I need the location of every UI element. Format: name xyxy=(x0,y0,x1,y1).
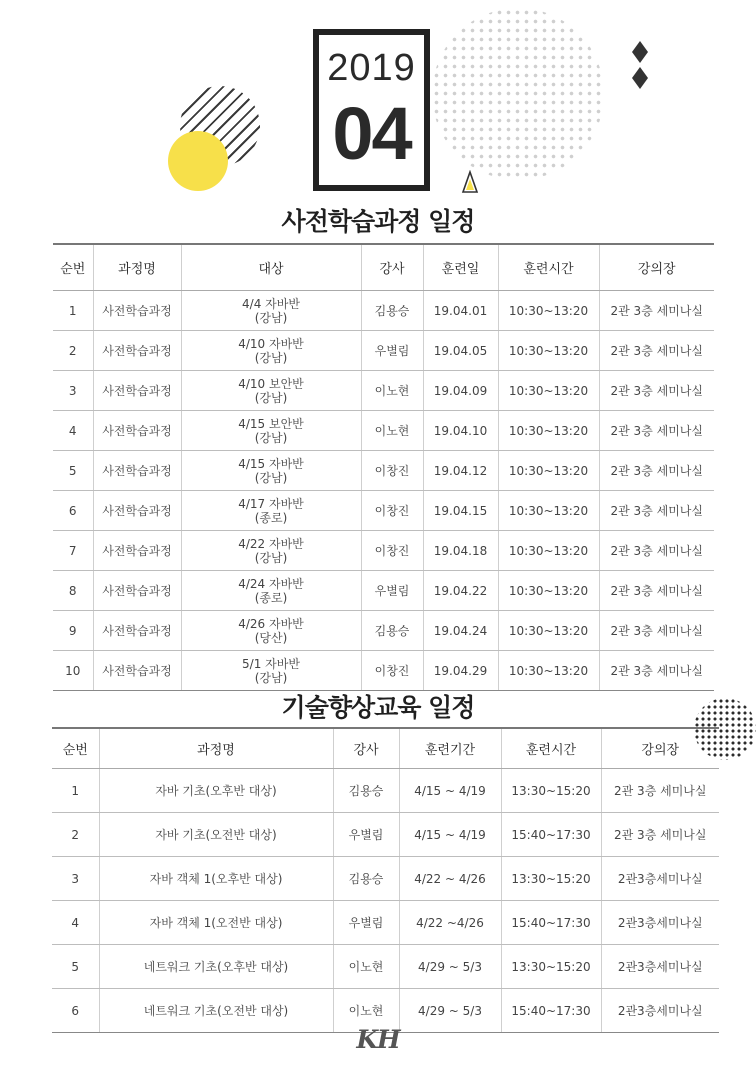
target-branch: (강남) xyxy=(254,470,288,485)
target-branch: (종로) xyxy=(254,510,288,525)
target-class: 4/22 자바반 xyxy=(238,536,304,551)
cell-index: 9 xyxy=(53,611,93,651)
cell-target xyxy=(181,291,361,331)
cell-time: 10:30~13:20 xyxy=(498,491,599,531)
cell-room: 2관 3층 세미나실 xyxy=(599,611,714,651)
cell-target xyxy=(181,651,361,691)
target-branch: (강남) xyxy=(254,550,288,565)
target-branch: (종로) xyxy=(254,590,288,605)
cell-date: 19.04.09 xyxy=(423,371,498,411)
cell-date: 19.04.24 xyxy=(423,611,498,651)
cell-index: 8 xyxy=(53,571,93,611)
cell-course: 사전학습과정 xyxy=(93,651,181,691)
table-row xyxy=(53,331,714,371)
cell-room: 2관 3층 세미나실 xyxy=(599,491,714,531)
table-row xyxy=(53,611,714,651)
cell-date: 19.04.01 xyxy=(423,291,498,331)
column-header: 강의장 xyxy=(599,244,714,291)
cell-room: 2관 3층 세미나실 xyxy=(601,813,719,857)
cell-index: 1 xyxy=(52,769,99,813)
date-box xyxy=(313,29,430,191)
column-header: 과정명 xyxy=(93,244,181,291)
cell-room: 2관3층세미나실 xyxy=(601,901,719,945)
target-class: 4/4 자바반 xyxy=(242,296,300,311)
table-row xyxy=(53,491,714,531)
target-branch: (강남) xyxy=(254,390,288,405)
cell-target xyxy=(181,571,361,611)
cell-date: 19.04.05 xyxy=(423,331,498,371)
table-row xyxy=(53,291,714,331)
cell-course: 사전학습과정 xyxy=(93,331,181,371)
cell-room: 2관 3층 세미나실 xyxy=(599,651,714,691)
cell-index: 1 xyxy=(53,291,93,331)
cell-instructor: 이노현 xyxy=(361,411,423,451)
cell-target xyxy=(181,451,361,491)
cell-date: 19.04.12 xyxy=(423,451,498,491)
cell-target xyxy=(181,331,361,371)
cell-course: 사전학습과정 xyxy=(93,411,181,451)
cell-course: 자바 기초(오전반 대상) xyxy=(99,813,333,857)
year-label: 2019 xyxy=(327,47,416,89)
table-header-row xyxy=(52,728,719,769)
cell-instructor: 김용승 xyxy=(333,769,399,813)
target-branch: (강남) xyxy=(254,670,288,685)
cell-instructor: 이창진 xyxy=(361,451,423,491)
cell-index: 7 xyxy=(53,531,93,571)
cell-period: 4/15 ~ 4/19 xyxy=(399,813,501,857)
cell-time: 13:30~15:20 xyxy=(501,857,601,901)
diamond-icon xyxy=(632,67,648,89)
cell-time: 10:30~13:20 xyxy=(498,371,599,411)
table-row xyxy=(53,651,714,691)
target-class: 4/24 자바반 xyxy=(238,576,304,591)
cell-time: 10:30~13:20 xyxy=(498,571,599,611)
cell-index: 5 xyxy=(52,945,99,989)
table-row xyxy=(52,945,719,989)
cell-time: 10:30~13:20 xyxy=(498,451,599,491)
target-branch: (강남) xyxy=(254,350,288,365)
cell-index: 3 xyxy=(53,371,93,411)
table-row xyxy=(52,769,719,813)
column-header: 강사 xyxy=(361,244,423,291)
column-header: 과정명 xyxy=(99,728,333,769)
cell-room: 2관 3층 세미나실 xyxy=(599,571,714,611)
cell-index: 2 xyxy=(52,813,99,857)
target-branch: (당산) xyxy=(254,630,288,645)
cell-course: 사전학습과정 xyxy=(93,531,181,571)
cell-index: 10 xyxy=(53,651,93,691)
table-row xyxy=(53,531,714,571)
yellow-circle-decoration xyxy=(168,131,228,191)
cell-instructor: 이창진 xyxy=(361,491,423,531)
target-class: 5/1 자바반 xyxy=(242,656,300,671)
cell-time: 10:30~13:20 xyxy=(498,331,599,371)
cell-time: 15:40~17:30 xyxy=(501,901,601,945)
cell-period: 4/29 ~ 5/3 xyxy=(399,989,501,1033)
cell-course: 네트워크 기초(오후반 대상) xyxy=(99,945,333,989)
table-row xyxy=(53,371,714,411)
cell-target xyxy=(181,411,361,451)
cell-room: 2관3층세미나실 xyxy=(601,857,719,901)
cell-course: 사전학습과정 xyxy=(93,611,181,651)
cell-index: 6 xyxy=(53,491,93,531)
cell-room: 2관 3층 세미나실 xyxy=(599,531,714,571)
cell-instructor: 우별림 xyxy=(333,813,399,857)
diamond-icon xyxy=(632,41,648,63)
cell-time: 10:30~13:20 xyxy=(498,411,599,451)
cell-course: 자바 객체 1(오후반 대상) xyxy=(99,857,333,901)
target-branch: (강남) xyxy=(254,430,288,445)
cell-index: 4 xyxy=(53,411,93,451)
cell-time: 10:30~13:20 xyxy=(498,291,599,331)
cell-index: 5 xyxy=(53,451,93,491)
month-label: 04 xyxy=(332,92,411,175)
cell-room: 2관3층세미나실 xyxy=(601,945,719,989)
cell-time: 10:30~13:20 xyxy=(498,531,599,571)
cell-instructor: 김용승 xyxy=(361,291,423,331)
table-header-row xyxy=(53,244,714,291)
cell-course: 사전학습과정 xyxy=(93,291,181,331)
cell-room: 2관 3층 세미나실 xyxy=(599,411,714,451)
target-class: 4/10 보안반 xyxy=(238,376,304,391)
cell-index: 2 xyxy=(53,331,93,371)
column-header: 훈련시간 xyxy=(498,244,599,291)
cell-course: 자바 기초(오후반 대상) xyxy=(99,769,333,813)
column-header: 강의장 xyxy=(601,728,719,769)
column-header: 훈련기간 xyxy=(399,728,501,769)
cell-course: 네트워크 기초(오전반 대상) xyxy=(99,989,333,1033)
cell-instructor: 이창진 xyxy=(361,531,423,571)
cell-period: 4/15 ~ 4/19 xyxy=(399,769,501,813)
cell-instructor: 김용승 xyxy=(333,857,399,901)
cell-course: 사전학습과정 xyxy=(93,451,181,491)
table-row xyxy=(52,813,719,857)
table-row xyxy=(53,571,714,611)
cell-time: 13:30~15:20 xyxy=(501,945,601,989)
pre-course-schedule-table xyxy=(53,243,714,691)
cell-room: 2관 3층 세미나실 xyxy=(599,331,714,371)
column-header: 순번 xyxy=(53,244,93,291)
column-header: 순번 xyxy=(52,728,99,769)
cell-course: 사전학습과정 xyxy=(93,491,181,531)
target-class: 4/26 자바반 xyxy=(238,616,304,631)
target-class: 4/17 자바반 xyxy=(238,496,304,511)
cell-course: 사전학습과정 xyxy=(93,571,181,611)
cell-instructor: 김용승 xyxy=(361,611,423,651)
triangle-icon xyxy=(461,170,479,194)
cell-target xyxy=(181,611,361,651)
target-class: 4/15 보안반 xyxy=(238,416,304,431)
cell-room: 2관 3층 세미나실 xyxy=(599,451,714,491)
target-class: 4/15 자바반 xyxy=(238,456,304,471)
cell-target xyxy=(181,371,361,411)
cell-date: 19.04.10 xyxy=(423,411,498,451)
cell-time: 15:40~17:30 xyxy=(501,989,601,1033)
cell-instructor: 우별림 xyxy=(361,571,423,611)
cell-target xyxy=(181,491,361,531)
column-header: 훈련시간 xyxy=(501,728,601,769)
dotted-circle-decoration xyxy=(432,8,604,180)
section-title-pre-course: 사전학습과정 일정 xyxy=(281,207,475,236)
table-row xyxy=(53,411,714,451)
kh-logo: KH xyxy=(356,1025,400,1054)
cell-date: 19.04.22 xyxy=(423,571,498,611)
table-row xyxy=(52,857,719,901)
cell-period: 4/22 ~ 4/26 xyxy=(399,857,501,901)
cell-instructor: 이노현 xyxy=(333,989,399,1033)
table-row xyxy=(53,451,714,491)
column-header: 훈련일 xyxy=(423,244,498,291)
target-branch: (강남) xyxy=(254,310,288,325)
cell-instructor: 이창진 xyxy=(361,651,423,691)
cell-instructor: 이노현 xyxy=(361,371,423,411)
cell-target xyxy=(181,531,361,571)
cell-time: 10:30~13:20 xyxy=(498,611,599,651)
cell-room: 2관 3층 세미나실 xyxy=(599,291,714,331)
cell-date: 19.04.29 xyxy=(423,651,498,691)
cell-course: 사전학습과정 xyxy=(93,371,181,411)
column-header: 대상 xyxy=(181,244,361,291)
cell-time: 13:30~15:20 xyxy=(501,769,601,813)
cell-index: 4 xyxy=(52,901,99,945)
cell-course: 자바 객체 1(오전반 대상) xyxy=(99,901,333,945)
cell-time: 15:40~17:30 xyxy=(501,813,601,857)
cell-date: 19.04.18 xyxy=(423,531,498,571)
cell-date: 19.04.15 xyxy=(423,491,498,531)
cell-period: 4/29 ~ 5/3 xyxy=(399,945,501,989)
section-title-skill-course: 기술향상교육 일정 xyxy=(281,693,475,722)
cell-instructor: 우별림 xyxy=(333,901,399,945)
cell-room: 2관 3층 세미나실 xyxy=(601,769,719,813)
cell-time: 10:30~13:20 xyxy=(498,651,599,691)
cell-room: 2관3층세미나실 xyxy=(601,989,719,1033)
skill-course-schedule-table xyxy=(52,727,719,1033)
cell-room: 2관 3층 세미나실 xyxy=(599,371,714,411)
table-row xyxy=(52,901,719,945)
cell-index: 6 xyxy=(52,989,99,1033)
cell-instructor: 우별림 xyxy=(361,331,423,371)
column-header: 강사 xyxy=(333,728,399,769)
cell-period: 4/22 ~4/26 xyxy=(399,901,501,945)
target-class: 4/10 자바반 xyxy=(238,336,304,351)
cell-index: 3 xyxy=(52,857,99,901)
cell-instructor: 이노현 xyxy=(333,945,399,989)
